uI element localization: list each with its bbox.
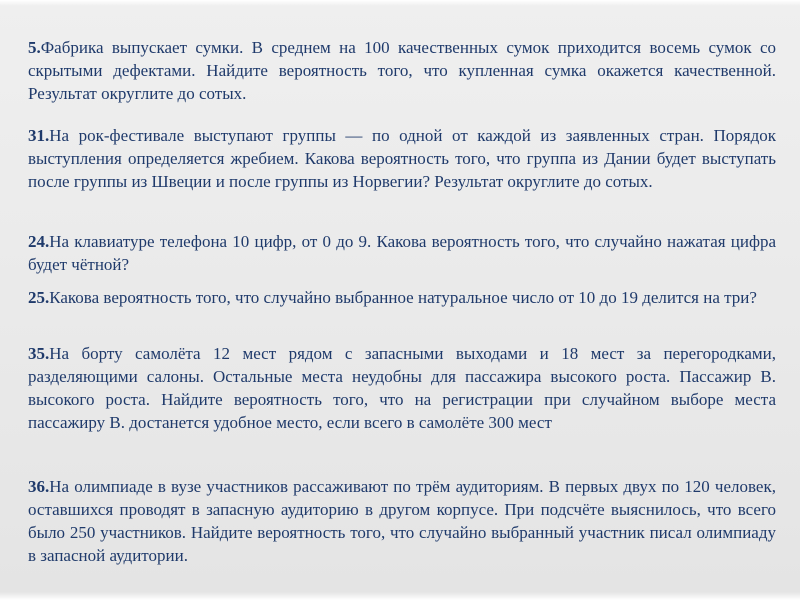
slide-top-edge	[0, 0, 800, 6]
problem-number: 36.	[28, 477, 50, 496]
slide-bottom-edge	[0, 592, 800, 600]
problem-31	[28, 124, 776, 193]
problem-text: На клавиатуре телефона 10 цифр, от 0 до 9. Какова вероятность того, что случайно нажатая цифра будет чётной?	[28, 232, 776, 274]
problem-5	[28, 36, 776, 105]
problem-text: На олимпиаде в вузе участников рассаживают по трём аудиториям. В первых двух по 120 человек, оставшихся проводят в запасную аудиторию в другом корпусе. При подсчёте выяснилось, что всего было 250 участников. Найдите вероятность того, что случайно выбранный участник писал олимпиаду в запасной аудитории.	[28, 477, 776, 565]
problem-number: 25.	[28, 288, 50, 307]
problem-text: Фабрика выпускает сумки. В среднем на 100 качественных сумок приходится восемь сумок со скрытыми дефектами. Найдите вероятность того, что купленная сумка окажется качественной. Результат округлите до сотых.	[28, 38, 776, 103]
problem-24	[28, 230, 776, 276]
problem-text: На борту самолёта 12 мест рядом с запасными выходами и 18 мест за перегородками, разделяющими салоны. Остальные места неудобны для пассажира высокого роста. Пассажир В. высокого роста. Найдите вероятность того, что на регистрации при случайном выборе места пассажиру В. достанется удобное место, если всего в самолёте 300 мест	[28, 344, 776, 432]
problem-36	[28, 475, 776, 567]
problem-number: 24.	[28, 232, 50, 251]
problem-25	[28, 286, 776, 309]
problem-number: 31.	[28, 126, 50, 145]
problem-number: 35.	[28, 344, 50, 363]
problem-text: На рок-фестивале выступают группы — по одной от каждой из заявленных стран. Порядок выступления определяется жребием. Какова вероятность того, что группа из Дании будет выступать после группы из Швеции и после группы из Норвегии? Результат округлите до сотых.	[28, 126, 776, 191]
problem-35	[28, 342, 776, 434]
problem-number: 5.	[28, 38, 41, 57]
problem-text: Какова вероятность того, что случайно выбранное натуральное число от 10 до 19 делится на три?	[49, 288, 757, 307]
